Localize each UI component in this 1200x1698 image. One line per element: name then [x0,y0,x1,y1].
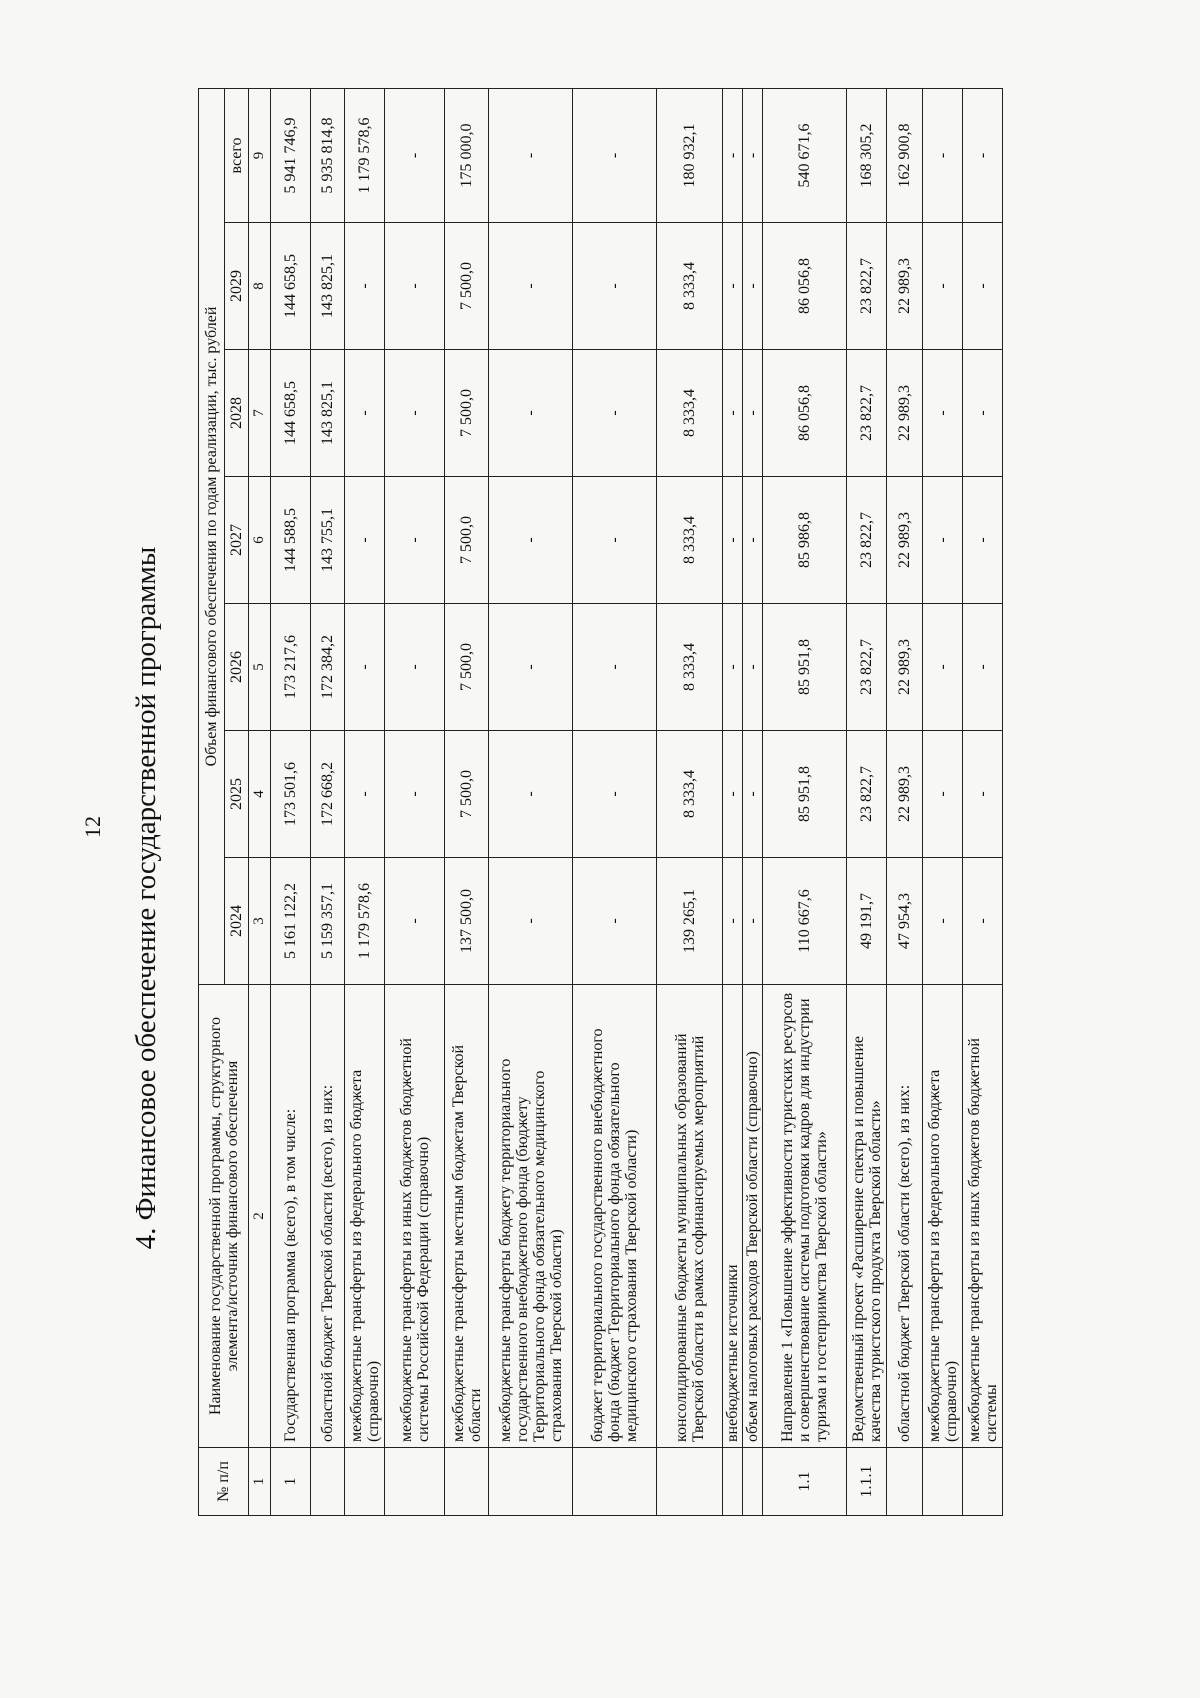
table-row [345,88,385,1515]
value-cell: - [923,731,963,858]
value-total: 1 179 578,6 [345,88,385,222]
row-name: межбюджетные трансферты из федерального бюджета (справочно) [345,985,385,1448]
value-cell: 7 500,0 [445,350,489,477]
value-cell: 143 755,1 [311,477,345,604]
value-cell: - [743,223,763,350]
value-cell: - [923,350,963,477]
value-cell: 85 986,8 [763,477,847,604]
row-number: 1.1 [763,1448,847,1516]
value-cell: - [489,858,573,985]
value-cell: 23 822,7 [847,731,887,858]
value-cell: - [345,223,385,350]
section-title: 4. Финансовое обеспечение государственной программы [130,546,162,1250]
header-year: 2024 [225,858,249,985]
row-name: Государственная программа (всего), в том числе: [271,985,311,1448]
value-cell: - [573,858,657,985]
header-year: 2028 [225,350,249,477]
value-cell: - [573,477,657,604]
value-cell: 47 954,3 [887,858,923,985]
value-cell: 8 333,4 [657,604,723,731]
row-number [445,1448,489,1516]
row-name: Ведомственный проект «Расширение спектра и повышение качества туристского продукта Тверской области» [847,985,887,1448]
col-number: 6 [249,477,271,604]
value-cell: - [923,223,963,350]
row-number [887,1448,923,1516]
col-number: 3 [249,858,271,985]
table-row [657,88,723,1515]
value-cell: 22 989,3 [887,604,923,731]
value-cell: 143 825,1 [311,223,345,350]
value-cell: - [385,604,445,731]
value-cell: 110 667,6 [763,858,847,985]
value-cell: - [385,350,445,477]
row-number: 1 [271,1448,311,1516]
value-cell: - [963,858,1003,985]
value-cell: - [963,604,1003,731]
table-row [445,88,489,1515]
value-cell: - [963,731,1003,858]
value-cell: - [489,731,573,858]
value-cell: - [723,604,743,731]
row-name: областной бюджет Тверской области (всего), из них: [887,985,923,1448]
row-name: межбюджетные трансферты из иных бюджетов бюджетной системы [963,985,1003,1448]
value-total: 162 900,8 [887,88,923,222]
value-cell: 144 658,5 [271,223,311,350]
row-number [723,1448,743,1516]
header-year: 2025 [225,731,249,858]
col-number: 9 [249,88,271,222]
value-cell: 144 588,5 [271,477,311,604]
financing-table [198,88,1003,1516]
value-cell: - [923,604,963,731]
row-number: 1.1.1 [847,1448,887,1516]
value-cell: - [723,223,743,350]
col-number: 7 [249,350,271,477]
value-cell: - [743,731,763,858]
row-name: межбюджетные трансферты из иных бюджетов бюджетной системы Российской Федерации (справочно) [385,985,445,1448]
value-total: - [963,88,1003,222]
header-row-top [199,88,225,1515]
value-cell: 86 056,8 [763,350,847,477]
value-cell: 144 658,5 [271,350,311,477]
table-row [489,88,573,1515]
financing-table-body [199,88,1003,1515]
value-total: 5 941 746,9 [271,88,311,222]
value-cell: - [963,477,1003,604]
value-cell: 22 989,3 [887,731,923,858]
table-row [763,88,847,1515]
header-num: № п/п [199,1448,249,1516]
value-total: - [923,88,963,222]
value-cell: 86 056,8 [763,223,847,350]
value-cell: - [489,350,573,477]
value-cell: - [923,858,963,985]
value-cell: 5 159 357,1 [311,858,345,985]
value-cell: 23 822,7 [847,604,887,731]
row-number [963,1448,1003,1516]
col-number: 4 [249,731,271,858]
value-cell: - [723,350,743,477]
table-row [311,88,345,1515]
value-cell: - [345,477,385,604]
col-number: 2 [249,985,271,1448]
value-cell: - [963,223,1003,350]
value-cell: - [723,858,743,985]
header-year: 2029 [225,223,249,350]
value-cell: 22 989,3 [887,477,923,604]
value-cell: - [345,604,385,731]
value-cell: 7 500,0 [445,604,489,731]
table-row [271,88,311,1515]
value-cell: - [385,858,445,985]
value-cell: - [573,731,657,858]
table-row [573,88,657,1515]
value-cell: - [743,858,763,985]
row-number [345,1448,385,1516]
value-cell: - [489,604,573,731]
value-cell: 23 822,7 [847,223,887,350]
value-cell: 85 951,8 [763,604,847,731]
value-cell: 7 500,0 [445,731,489,858]
value-cell: - [923,477,963,604]
row-name: межбюджетные трансферты местным бюджетам Тверской области [445,985,489,1448]
row-number [385,1448,445,1516]
header-row-col-numbers-part [249,88,271,1515]
value-cell: - [743,350,763,477]
header-total: всего [225,88,249,222]
value-cell: 8 333,4 [657,731,723,858]
row-number [657,1448,723,1516]
col-number: 1 [249,1448,271,1516]
header-year: 2026 [225,604,249,731]
value-cell: 8 333,4 [657,223,723,350]
value-cell: - [489,223,573,350]
value-total: 168 305,2 [847,88,887,222]
value-cell: - [743,477,763,604]
row-number [743,1448,763,1516]
value-total: - [573,88,657,222]
value-cell: 7 500,0 [445,223,489,350]
table-row [963,88,1003,1515]
row-name: консолидированные бюджеты муниципальных образований Тверской области в рамках софинансируемых мероприятий [657,985,723,1448]
value-cell: 5 161 122,2 [271,858,311,985]
value-cell: - [743,604,763,731]
value-cell: 172 384,2 [311,604,345,731]
value-cell: 1 179 578,6 [345,858,385,985]
value-cell: - [723,477,743,604]
row-name: областной бюджет Тверской области (всего), из них: [311,985,345,1448]
table-row [385,88,445,1515]
col-number: 5 [249,604,271,731]
col-number: 8 [249,223,271,350]
value-cell: 8 333,4 [657,477,723,604]
value-cell: - [385,731,445,858]
value-cell: 143 825,1 [311,350,345,477]
value-cell: 172 668,2 [311,731,345,858]
value-cell: 137 500,0 [445,858,489,985]
value-cell: - [345,350,385,477]
value-total: - [489,88,573,222]
value-cell: 23 822,7 [847,350,887,477]
value-total: 540 671,6 [763,88,847,222]
header-name: Наименование государственной программы, структурного элемента/источник финансового обеспечения [199,985,249,1448]
value-cell: 173 501,6 [271,731,311,858]
value-total: - [385,88,445,222]
value-total: 5 935 814,8 [311,88,345,222]
value-cell: - [385,477,445,604]
value-cell: 22 989,3 [887,223,923,350]
table-row [723,88,743,1515]
value-cell: - [345,731,385,858]
value-cell: 173 217,6 [271,604,311,731]
value-cell: - [489,477,573,604]
header-year: 2027 [225,477,249,604]
value-cell: 8 333,4 [657,350,723,477]
value-cell: 22 989,3 [887,350,923,477]
value-total: - [743,88,763,222]
header-volume: Объем финансового обеспечения по годам реализации, тыс. рублей [199,88,225,984]
row-name: объем налоговых расходов Тверской области (справочно) [743,985,763,1448]
row-number [923,1448,963,1516]
value-cell: - [963,350,1003,477]
row-name: Направление 1 «Повышение эффективности туристских ресурсов и совершенствование системы подготовки кадров для индустрии туризма и гостеприимства Тверской области» [763,985,847,1448]
row-name: внебюджетные источники [723,985,743,1448]
row-name: межбюджетные трансферты бюджету территориального государственного внебюджетного фонда (бюджету Территориального фонда обязательного медицинского страхования Тверской области) [489,985,573,1448]
value-cell: 49 191,7 [847,858,887,985]
value-cell: 23 822,7 [847,477,887,604]
value-cell: - [573,223,657,350]
value-cell: - [573,604,657,731]
value-cell: - [723,731,743,858]
value-cell: 7 500,0 [445,477,489,604]
value-total: - [723,88,743,222]
row-number [573,1448,657,1516]
table-row [887,88,923,1515]
value-total: 175 000,0 [445,88,489,222]
row-number [311,1448,345,1516]
page-number: 12 [80,816,105,838]
value-total: 180 932,1 [657,88,723,222]
row-name: межбюджетные трансферты из федерального бюджета (справочно) [923,985,963,1448]
row-number [489,1448,573,1516]
table-row [743,88,763,1515]
value-cell: 139 265,1 [657,858,723,985]
value-cell: 85 951,8 [763,731,847,858]
value-cell: - [385,223,445,350]
value-cell: - [573,350,657,477]
table-row [847,88,887,1515]
table-row [923,88,963,1515]
row-name: бюджет территориального государственного внебюджетного фонда (бюджет Территориального фонда обязательного медицинского страхования Тверской области) [573,985,657,1448]
